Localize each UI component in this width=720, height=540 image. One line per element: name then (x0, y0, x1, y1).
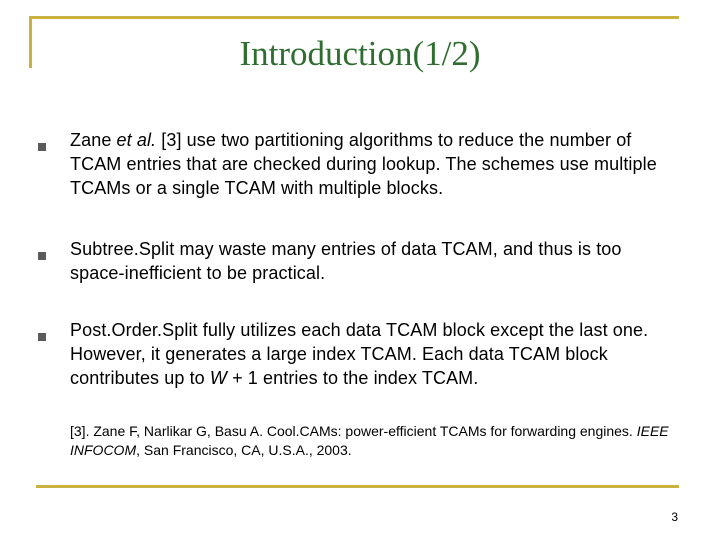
frame-top-rule (29, 16, 679, 19)
frame-bottom-rule (36, 485, 679, 488)
page-number: 3 (671, 510, 678, 524)
bullet-text-1: Zane et al. [3] use two partitioning algorithms to reduce the number of TCAM entries that are checked during lookup. The schemes use multiple TCAMs or a single TCAM with multiple blocks. (70, 130, 657, 198)
square-bullet-icon (38, 333, 46, 341)
bullet-text-3: Post.Order.Split fully utilizes each data TCAM block except the last one. However, it generates a large index TCAM. Each data TCAM block contributes up to W + 1 entries to the index TCAM. (70, 320, 649, 388)
bullet-text-2: Subtree.Split may waste many entries of data TCAM, and thus is too space-inefficient to be practical. (70, 239, 622, 283)
square-bullet-icon (38, 252, 46, 260)
reference-citation: [3]. Zane F, Narlikar G, Basu A. Cool.CAMs: power-efficient TCAMs for forwarding engines. IEEE INFOCOM, San Francisco, CA, U.S.A., 2003. (70, 423, 669, 458)
slide-title: Introduction(1/2) (239, 34, 481, 73)
square-bullet-icon (38, 143, 46, 151)
